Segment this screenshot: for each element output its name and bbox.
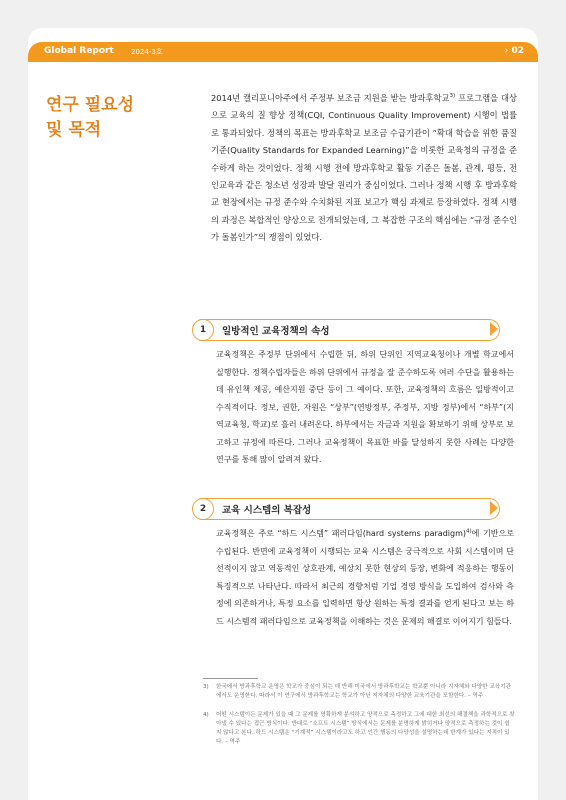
section-heading-label: 일방적인 교육정책의 속성 <box>222 326 330 337</box>
footnote-text: 어떤 시스템이든 문제가 있을 때 그 문제를 명확하게 분석하고 양적으로 측정하고 그에 대한 최선의 해결책을 과학적으로 찾아낼 수 있다는 접근 방식이다. 반대로 “소프트 시스템” 방식에서는 문제를 분명하게 밝히거나 양적으로 측정하는 것이 쉽지 않다고 본다. 하드 시스템은 “기계적” 시스템이라고도 하고 인간 행동의 다양성을 설명하는데 한계가 있다는 지적이 있다. – 역주 <box>216 712 515 745</box>
report-page <box>28 28 538 800</box>
report-header-bar <box>28 42 538 62</box>
intro-paragraph: 2014년 캘리포니아주에서 주정부 보조금 지원을 받는 방과후학교$^{3)}$ 프로그램을 대상으로 교육의 질 향상 정책(CQI, Continuous Quality Improvement) 시행이 법률로 통과되었다. 정책의 목표는 방과후학교 보조금 수급기관이 “확대 학습을 위한 품질 기준(Quality Standards for Expanded Learning)”을 비롯한 교육청의 규정을 준수하게 하는 것이었다. 정책 시행 전에 방과후학교 활동 기준은 돌봄, 관계, 평등, 전인교육과 같은 청소년 성장과 발달 원리가 중심이었다. 그러나 정책 시행 후 방과후학교 현장에서는 규정 준수와 수치화된 지표 보고가 핵심 과제로 등장하였다. 정책 시행의 과정은 복합적인 양상으로 전개되었는데, 그 복잡한 구조의 핵심에는 “규정 준수인가 돌봄인가”의 쟁점이 있었다. <box>211 93 517 243</box>
footnote-ref: 4) <box>466 528 472 535</box>
footnote-divider <box>203 678 258 679</box>
section-number-badge: 2 <box>192 498 214 520</box>
section-title: 연구 필요성 및 목적 <box>46 95 135 140</box>
section-number-badge: 1 <box>192 319 214 341</box>
footnote-4 <box>203 711 515 747</box>
section-heading-label: 교육 시스템의 복잡성 <box>222 505 312 516</box>
page-number: › 02 <box>504 46 524 56</box>
footnote-number: 4) <box>203 712 209 718</box>
report-brand: Global Report <box>44 46 114 56</box>
section-1-heading <box>192 319 514 341</box>
section-2-heading <box>192 498 514 520</box>
footnote-3 <box>203 683 515 701</box>
section-heading-arrow-icon <box>490 322 498 336</box>
section-2-paragraph: 교육정책은 주로 “하드 시스템” 패러다임(hard systems paradigm)$^{4)}$에 기반으로 수립된다. 반면에 교육정책이 시행되는 교육 시스템은 궁극적으로 사회 시스템이며 단선적이지 않고 역동적인 상호관계, 예상치 못한 현상의 등장, 변화에 적응하는 행동이 특징적으로 나타난다. 따라서 최근의 경향처럼 기업 경영 방식을 도입하여 검사와 측정에 의존하거나, 특정 요소를 입력하면 항상 원하는 특정 결과를 얻게 된다고 보는 하드 시스템적 패러다임으로 교육정책을 이해하는 것은 문제의 해결로 이어지기 힘들다. <box>216 528 514 626</box>
section-1-paragraph: 교육정책은 주정부 단위에서 수립한 뒤, 하위 단위인 지역교육청이나 개별 학교에서 실행한다. 정책수립자들은 하위 단위에서 규정을 잘 준수하도록 여러 수단을 활용하는데 유인책 제공, 예산지원 중단 등이 그 예이다. 또한, 교육정책의 흐름은 일방적이고 수직적이다. 정보, 권한, 자원은 “상부”(연방정부, 주정부, 지방 정부)에서 “하부”(지역교육청, 학교)로 흘러 내려온다. 하부에서는 자금과 지원을 확보하기 위해 상부로 보고하고 규정에 따른다. 그러나 교육정책이 목표한 바를 달성하지 못한 사례는 다양한 연구를 통해 많이 알려져 왔다. <box>216 350 514 464</box>
footnote-number: 3) <box>203 684 209 690</box>
footnote-text: 한국에서 방과후학교 운영은 학교가 중심이 되는 데 반해 미국에서 방과후학교는 학교뿐 아니라 지자체와 다양한 교육기관에서도 운영한다. 따라서 이 연구에서 방과후학교는 학교가 아닌 지자체의 다양한 교육기관을 포함한다. – 역주 <box>216 684 512 699</box>
section-heading-arrow-icon <box>490 501 498 515</box>
report-issue: 2024-3호 <box>131 48 163 56</box>
footnote-ref: 3) <box>449 93 456 100</box>
